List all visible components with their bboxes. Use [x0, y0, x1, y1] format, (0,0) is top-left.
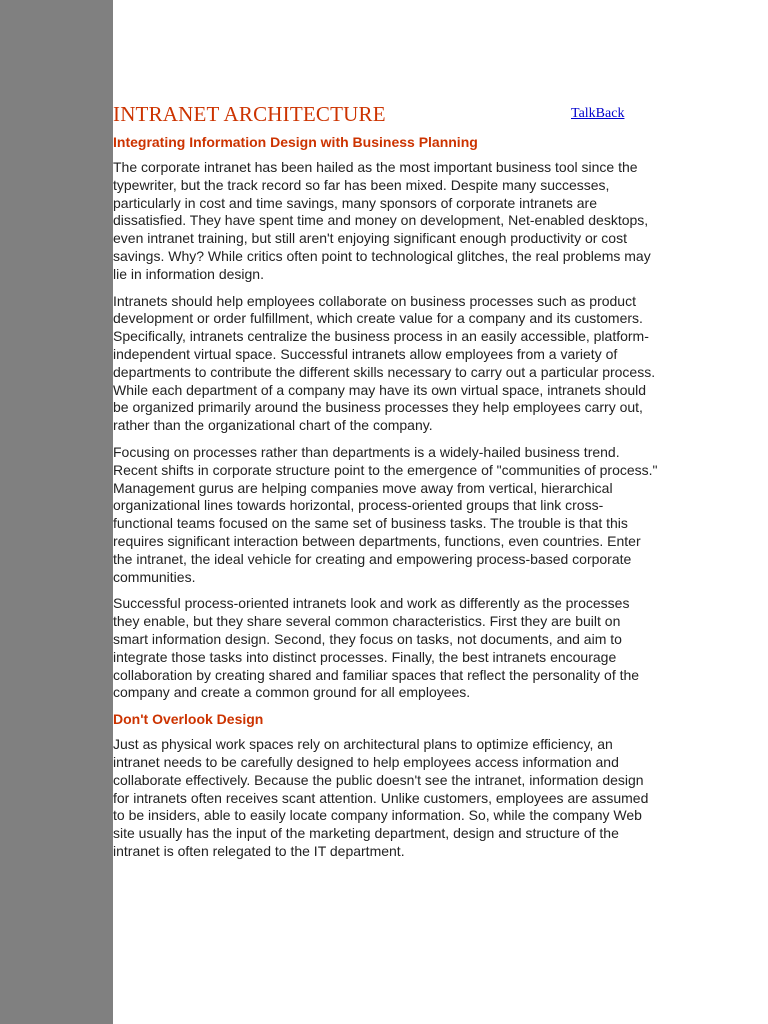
paragraph-1: The corporate intranet has been hailed as the most important business tool since the typewriter, but the track record so far has been mixed. Despite many successes, particularly in cost and time savings, many sponsors of corporate intranets are dissatisfied. They have spent time and money on development, Net-enabled desktops, even intranet training, but still aren't enjoying significant enough productivity or cost savings. Why? While critics often point to technological glitches, the real problems may lie in information design. [113, 159, 651, 282]
paragraph-5: Just as physical work spaces rely on architectural plans to optimize efficiency, an intranet needs to be carefully designed to help employees access information and collaborate effectively. Because the public doesn't see the intranet, information design for intranets often receives scant attention. Unlike customers, employees are assumed to be insiders, able to easily locate company information. So, while the company Web site usually has the input of the marketing department, design and structure of the intranet is often relegated to the IT department. [113, 736, 649, 859]
title-row [113, 100, 658, 130]
paragraph-3: Focusing on processes rather than departments is a widely-hailed business trend. Recent shifts in corporate structure point to the emergence of "communities of process." Management gurus are helping companies move away from vertical, hierarchical organizational lines towards horizontal, process-oriented groups that link cross-functional teams focused on the same set of business tasks. The trouble is that this requires significant interaction between departments, functions, even countries. Enter the intranet, the ideal vehicle for creating and empowering process-based corporate communities. [113, 443, 658, 585]
left-sidebar [0, 0, 113, 1024]
paragraph-2: Intranets should help employees collaborate on business processes such as product development or order fulfillment, which create value for a company and its customers. Specifically, intranets centralize the business process in an easily accessible, platform-independent virtual space. Successful intranets allow employees from a variety of departments to contribute the different skills necessary to carry out a particular process. While each department of a company may have its own virtual space, intranets should be organized primarily around the business processes they help employees carry out, rather than the organizational chart of the company. [113, 292, 656, 434]
talkback-link[interactable]: TalkBack [571, 106, 625, 121]
paragraph-4: Successful process-oriented intranets look and work as differently as the processes they enable, but they share several common characteristics. First they are built on smart information design. Second, they focus on tasks, not documents, and aim to integrate those tasks into distinct processes. Finally, the best intranets encourage collaboration by creating shared and familiar spaces that reflect the personality of the company and create a common ground for all employees. [113, 595, 640, 701]
article-title: INTRANET ARCHITECTURE [113, 102, 386, 126]
article [113, 100, 658, 870]
subheading-integrating: Integrating Information Design with Business Planning [113, 134, 478, 150]
subheading-design: Don't Overlook Design [113, 711, 264, 728]
